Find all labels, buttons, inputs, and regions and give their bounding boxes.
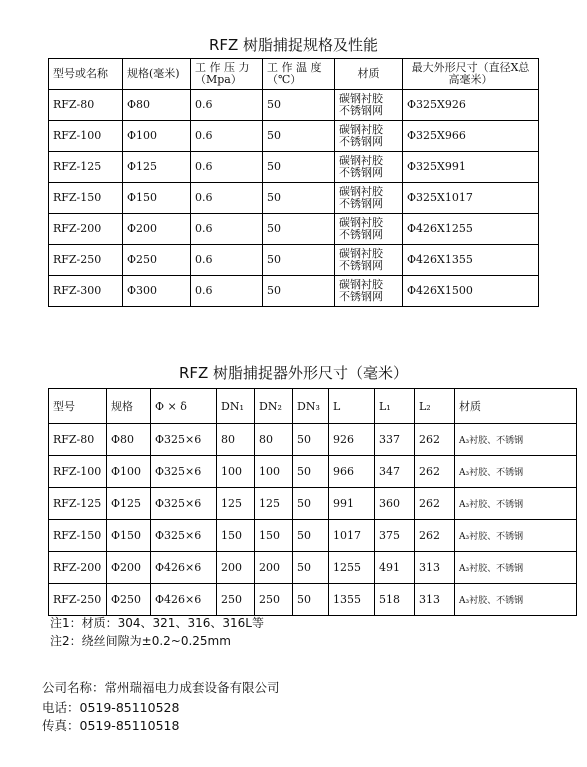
table1-cell: 0.6 [191,90,263,121]
table1-cell: Φ325X1017 [403,183,539,214]
table1-cell: Φ325X926 [403,90,539,121]
table1-header-cell: 工 作 压 力（Mpa） [191,59,263,90]
table2-cell: 200 [255,552,293,584]
table2-cell: Φ325×6 [151,424,217,456]
table2-row [49,520,577,552]
table2-cell: 80 [255,424,293,456]
table1-row [49,245,539,276]
table2-cell: 150 [255,520,293,552]
table2-header-cell: L₁ [375,389,415,424]
table1-cell: Φ300 [123,276,191,307]
table1-row [49,90,539,121]
table1-cell: RFZ-300 [49,276,123,307]
table2-cell: 347 [375,456,415,488]
table2-cell: 313 [415,584,455,616]
table2-cell: 313 [415,552,455,584]
table1-header-row [49,59,539,90]
table1-cell: Φ125 [123,152,191,183]
table2-cell: RFZ-250 [49,584,107,616]
table1-cell: 50 [263,121,335,152]
table1-cell: Φ150 [123,183,191,214]
table2-cell: 991 [329,488,375,520]
table2-cell: A₃衬胶、不锈钢 [455,552,577,584]
table1-cell: 0.6 [191,276,263,307]
table2-cell: Φ325×6 [151,520,217,552]
table1-cell: Φ80 [123,90,191,121]
table1-cell: RFZ-100 [49,121,123,152]
company-name: 公司名称：常州瑞福电力成套设备有限公司 [42,680,280,695]
table2-cell: 80 [217,424,255,456]
table2-cell: 966 [329,456,375,488]
table1-cell: Φ200 [123,214,191,245]
table2-cell: Φ426×6 [151,552,217,584]
table2-cell: 50 [293,424,329,456]
table1-cell: Φ426X1255 [403,214,539,245]
phone-number: 电话：0519-85110528 [42,700,180,715]
table2-row [49,456,577,488]
dimensions-table [48,388,577,616]
table2-row [49,584,577,616]
table2-cell: Φ150 [107,520,151,552]
table2-cell: 50 [293,552,329,584]
table2-cell: Φ250 [107,584,151,616]
table1-cell: 50 [263,245,335,276]
table2-cell: 1017 [329,520,375,552]
table2-row [49,552,577,584]
table2-cell: 250 [217,584,255,616]
table2-cell: RFZ-150 [49,520,107,552]
table2-cell: 125 [255,488,293,520]
table2-cell: RFZ-100 [49,456,107,488]
table2-header-cell: DN₃ [293,389,329,424]
table2-header-cell: 规格 [107,389,151,424]
table2-cell: 926 [329,424,375,456]
table2-cell: 100 [217,456,255,488]
table2-cell: Φ80 [107,424,151,456]
table2-header-cell: DN₁ [217,389,255,424]
table2-cell: 1255 [329,552,375,584]
table2-cell: 360 [375,488,415,520]
table1-cell: 0.6 [191,214,263,245]
table1-cell: RFZ-150 [49,183,123,214]
table1-row [49,276,539,307]
table2-cell: 50 [293,520,329,552]
table1-cell: 0.6 [191,183,263,214]
table2-cell: 125 [217,488,255,520]
note-gap: 注2：绕丝间隙为±0.2~0.25mm [50,634,231,648]
table1-row [49,214,539,245]
table1-cell: 碳钢衬胶 不锈钢网 [335,121,403,152]
table1-row [49,121,539,152]
table1-cell: Φ325X991 [403,152,539,183]
table2-cell: 375 [375,520,415,552]
table2-cell: A₃衬胶、不锈钢 [455,584,577,616]
table2-cell: RFZ-125 [49,488,107,520]
table1-cell: 0.6 [191,121,263,152]
table1-cell: Φ250 [123,245,191,276]
table2-header-cell: 型号 [49,389,107,424]
table2-cell: Φ200 [107,552,151,584]
table1-cell: 0.6 [191,245,263,276]
table2-row [49,424,577,456]
table1-header-cell: 工 作 温 度（℃） [263,59,335,90]
table2-cell: 491 [375,552,415,584]
table2-cell: 50 [293,488,329,520]
table2-cell: 262 [415,520,455,552]
table2-cell: 50 [293,584,329,616]
table1-cell: 50 [263,90,335,121]
table1-cell: Φ426X1500 [403,276,539,307]
table2-header-row [49,389,577,424]
table2-header-cell: 材质 [455,389,577,424]
table1-header-cell: 最大外形尺寸（直径X总高毫米） [403,59,539,90]
table1-cell: 碳钢衬胶 不锈钢网 [335,90,403,121]
table2-cell: RFZ-200 [49,552,107,584]
table1-cell: 碳钢衬胶 不锈钢网 [335,214,403,245]
table1-cell: 碳钢衬胶 不锈钢网 [335,276,403,307]
table2-cell: A₃衬胶、不锈钢 [455,424,577,456]
fax-number: 传真：0519-85110518 [42,718,180,733]
table1-cell: 50 [263,152,335,183]
table2-cell: A₃衬胶、不锈钢 [455,520,577,552]
table2-cell: 262 [415,424,455,456]
table1-cell: RFZ-200 [49,214,123,245]
table1-header-cell: 型号或名称 [49,59,123,90]
table2-cell: 50 [293,456,329,488]
table2-cell: A₃衬胶、不锈钢 [455,488,577,520]
table1-cell: Φ426X1355 [403,245,539,276]
table1-cell: 0.6 [191,152,263,183]
table2-cell: RFZ-80 [49,424,107,456]
table2-cell: 200 [217,552,255,584]
table1-cell: RFZ-250 [49,245,123,276]
table1-row [49,183,539,214]
table2-cell: A₃衬胶、不锈钢 [455,456,577,488]
table1-cell: 碳钢衬胶 不锈钢网 [335,183,403,214]
table1-cell: 50 [263,276,335,307]
table1-row [49,152,539,183]
table2-cell: 518 [375,584,415,616]
table2-cell: Φ325×6 [151,488,217,520]
table2-cell: 1355 [329,584,375,616]
table1-title: RFZ 树脂捕捉规格及性能 [208,36,379,54]
table1-header-cell: 材质 [335,59,403,90]
table2-cell: 100 [255,456,293,488]
table2-cell: 337 [375,424,415,456]
table1-cell: 碳钢衬胶 不锈钢网 [335,245,403,276]
table2-cell: 262 [415,456,455,488]
table1-cell: 碳钢衬胶 不锈钢网 [335,152,403,183]
table1-cell: Φ325X966 [403,121,539,152]
table2-header-cell: L₂ [415,389,455,424]
table2-cell: 262 [415,488,455,520]
note-material: 注1：材质：304、321、316、316L等 [50,616,264,630]
table2-cell: 250 [255,584,293,616]
table2-title: RFZ 树脂捕捉器外形尺寸（毫米） [178,364,409,382]
table2-cell: Φ100 [107,456,151,488]
table1-cell: 50 [263,183,335,214]
table2-cell: Φ426×6 [151,584,217,616]
table2-row [49,488,577,520]
table2-cell: 150 [217,520,255,552]
table2-header-cell: L [329,389,375,424]
specs-performance-table [48,58,539,307]
table1-header-cell: 规格(毫米) [123,59,191,90]
table1-cell: 50 [263,214,335,245]
table2-cell: Φ325×6 [151,456,217,488]
table2-header-cell: DN₂ [255,389,293,424]
table1-cell: RFZ-125 [49,152,123,183]
table2-cell: Φ125 [107,488,151,520]
table1-cell: Φ100 [123,121,191,152]
table1-cell: RFZ-80 [49,90,123,121]
table2-header-cell: Φ × δ [151,389,217,424]
